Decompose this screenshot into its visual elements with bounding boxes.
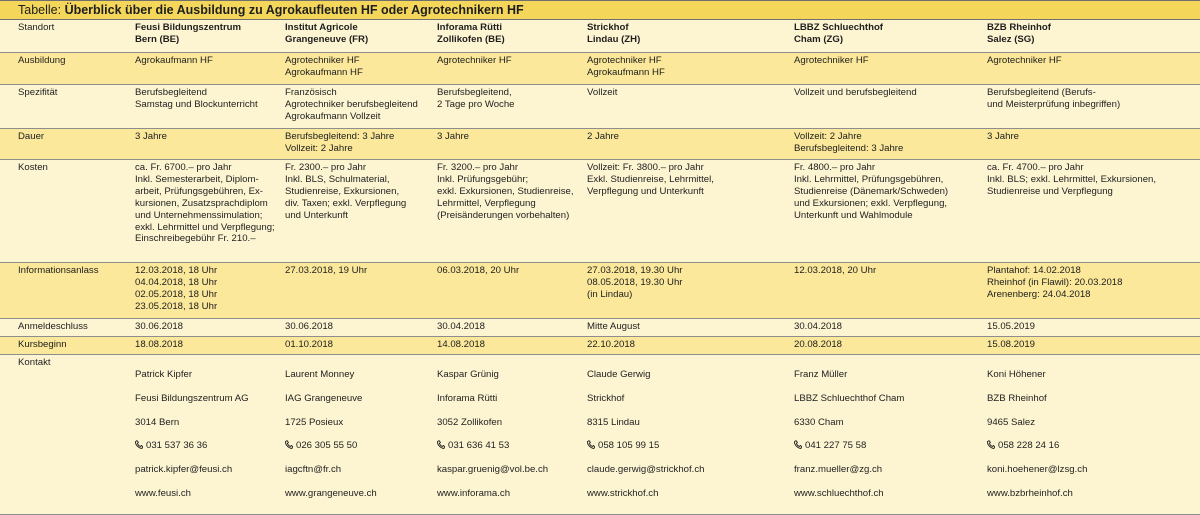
contact-city: 3052 Zollikofen bbox=[437, 416, 503, 428]
row-spezifitaet bbox=[0, 85, 1200, 129]
contact-email[interactable]: koni.hoehener@lzsg.ch bbox=[987, 464, 1088, 476]
contact-name: Koni Höhener bbox=[987, 368, 1046, 380]
row-anmeldeschluss bbox=[0, 319, 1200, 337]
table-cell: Berufsbegleitend (Berufs- und Meisterprüfung inbegriffen) bbox=[987, 85, 1200, 129]
row-ausbildung bbox=[0, 53, 1200, 85]
table-cell: 12.03.2018, 20 Uhr bbox=[794, 263, 987, 319]
table-cell: 3 Jahre bbox=[437, 129, 587, 160]
institution-grangeneuve: Institut Agricole Grangeneuve (FR) bbox=[285, 20, 437, 53]
table-cell: 15.05.2019 bbox=[987, 319, 1200, 337]
table-title: Überblick über die Ausbildung zu Agrokaufleuten HF oder Agrotechnikern HF bbox=[64, 3, 524, 17]
contact-email[interactable]: kaspar.gruenig@vol.be.ch bbox=[437, 464, 549, 476]
contact-name: Claude Gerwig bbox=[587, 368, 651, 380]
row-label: Anmeldeschluss bbox=[0, 319, 135, 337]
contact-website[interactable]: www.bzbrheinhof.ch bbox=[987, 487, 1073, 499]
overview-table bbox=[0, 20, 1200, 515]
contact-website[interactable]: www.inforama.ch bbox=[437, 487, 511, 499]
contact-cell-inforama bbox=[437, 355, 587, 515]
contact-name: Laurent Monney bbox=[285, 368, 355, 380]
phone-icon bbox=[437, 440, 445, 449]
table-cell: Agrotechniker HF Agrokaufmann HF bbox=[285, 53, 437, 85]
contact-organisation: Feusi Bildungszentrum AG bbox=[135, 392, 249, 404]
row-label: Kontakt bbox=[0, 355, 135, 515]
contact-city: 8315 Lindau bbox=[587, 416, 640, 428]
contact-phone: 031 537 36 36 bbox=[146, 440, 208, 452]
table-cell: Agrotechniker HF bbox=[794, 53, 987, 85]
table-cell: Agrotechniker HF Agrokaufmann HF bbox=[587, 53, 794, 85]
contact-email[interactable]: iagcftn@fr.ch bbox=[285, 464, 342, 476]
table-cell: Vollzeit bbox=[587, 85, 794, 129]
table-cell: 14.08.2018 bbox=[437, 337, 587, 355]
institution-rheinhof: BZB Rheinhof Salez (SG) bbox=[987, 20, 1200, 53]
table-cell: 30.04.2018 bbox=[794, 319, 987, 337]
contact-name: Franz Müller bbox=[794, 368, 848, 380]
contact-email[interactable]: claude.gerwig@strickhof.ch bbox=[587, 464, 705, 476]
table-cell: 20.08.2018 bbox=[794, 337, 987, 355]
row-informationsanlass bbox=[0, 263, 1200, 319]
table-cell: 30.06.2018 bbox=[285, 319, 437, 337]
contact-phone-line bbox=[135, 440, 283, 452]
contact-phone: 026 305 55 50 bbox=[296, 440, 358, 452]
table-caption-prefix: Tabelle: bbox=[18, 3, 65, 17]
contact-organisation: IAG Grangeneuve bbox=[285, 392, 363, 404]
row-standort bbox=[0, 20, 1200, 53]
contact-website[interactable]: www.grangeneuve.ch bbox=[285, 487, 377, 499]
row-label: Kosten bbox=[0, 160, 135, 263]
contact-phone-line bbox=[285, 440, 435, 452]
table-cell: Agrokaufmann HF bbox=[135, 53, 285, 85]
table-cell: Mitte August bbox=[587, 319, 794, 337]
row-label: Spezifität bbox=[0, 85, 135, 129]
table-cell: Agrotechniker HF bbox=[987, 53, 1200, 85]
contact-cell-feusi bbox=[135, 355, 285, 515]
phone-icon bbox=[135, 440, 143, 449]
contact-phone: 058 228 24 16 bbox=[998, 440, 1060, 452]
row-label: Dauer bbox=[0, 129, 135, 160]
table-cell: 2 Jahre bbox=[587, 129, 794, 160]
table-cell: 30.04.2018 bbox=[437, 319, 587, 337]
contact-cell-grangeneuve bbox=[285, 355, 437, 515]
table-cell: Berufsbegleitend, 2 Tage pro Woche bbox=[437, 85, 587, 129]
row-kontakt bbox=[0, 355, 1200, 515]
row-dauer bbox=[0, 129, 1200, 160]
contact-city: 1725 Posieux bbox=[285, 416, 344, 428]
institution-strickhof: Strickhof Lindau (ZH) bbox=[587, 20, 794, 53]
table-cell: Fr. 3200.– pro Jahr Inkl. Prüfungsgebühr; exkl. Exkursionen, Studienreise, Lehrmittel, Verpflegung (Preisänderungen vorbehalten) bbox=[437, 160, 587, 263]
contact-phone-line bbox=[587, 440, 792, 452]
contact-city: 3014 Bern bbox=[135, 416, 180, 428]
table-cell: Vollzeit: Fr. 3800.– pro Jahr Exkl. Studienreise, Lehrmittel, Verpflegung und Unterkunft bbox=[587, 160, 794, 263]
row-label: Informationsanlass bbox=[0, 263, 135, 319]
row-kursbeginn bbox=[0, 337, 1200, 355]
phone-icon bbox=[794, 440, 802, 449]
institution-schluechthof: LBBZ Schluechthof Cham (ZG) bbox=[794, 20, 987, 53]
table-cell: 01.10.2018 bbox=[285, 337, 437, 355]
table-title-bar bbox=[0, 0, 1200, 20]
contact-phone: 031 636 41 53 bbox=[448, 440, 510, 452]
table-cell: 22.10.2018 bbox=[587, 337, 794, 355]
phone-icon bbox=[987, 440, 995, 449]
table-cell: 27.03.2018, 19 Uhr bbox=[285, 263, 437, 319]
phone-icon bbox=[587, 440, 595, 449]
row-label: Standort bbox=[0, 20, 135, 53]
table-cell: Vollzeit und berufsbegleitend bbox=[794, 85, 987, 129]
contact-cell-schluechthof bbox=[794, 355, 987, 515]
table-cell: ca. Fr. 6700.– pro Jahr Inkl. Semesterarbeit, Diplom- arbeit, Prüfungsgebühren, Ex- kursionen, Zusatzsprachdiplom und Unternehmenssimulation; exkl. Lehrmittel und Verpflegung; Einschreibegebühr Fr. 210.– bbox=[135, 160, 285, 263]
table-cell: 27.03.2018, 19.30 Uhr 08.05.2018, 19.30 Uhr (in Lindau) bbox=[587, 263, 794, 319]
contact-organisation: Strickhof bbox=[587, 392, 625, 404]
contact-website[interactable]: www.strickhof.ch bbox=[587, 487, 659, 499]
contact-city: 9465 Salez bbox=[987, 416, 1036, 428]
table-cell: Fr. 4800.– pro Jahr Inkl. Lehrmittel, Prüfungsgebühren, Studienreise (Dänemark/Schweden) und Exkursionen; exkl. Verpflegung, Unterkunft und Wahlmodule bbox=[794, 160, 987, 263]
institution-feusi: Feusi Bildungszentrum Bern (BE) bbox=[135, 20, 285, 53]
row-label: Kursbeginn bbox=[0, 337, 135, 355]
table-cell: Vollzeit: 2 Jahre Berufsbegleitend: 3 Jahre bbox=[794, 129, 987, 160]
contact-phone-line bbox=[794, 440, 985, 452]
contact-organisation: Inforama Rütti bbox=[437, 392, 498, 404]
table-cell: 18.08.2018 bbox=[135, 337, 285, 355]
contact-website[interactable]: www.feusi.ch bbox=[135, 487, 191, 499]
table-cell: Fr. 2300.– pro Jahr Inkl. BLS, Schulmaterial, Studienreise, Exkursionen, div. Taxen; exkl. Verpflegung und Unterkunft bbox=[285, 160, 437, 263]
table-cell: 3 Jahre bbox=[987, 129, 1200, 160]
table-cell: 30.06.2018 bbox=[135, 319, 285, 337]
table-cell: 12.03.2018, 18 Uhr 04.04.2018, 18 Uhr 02.05.2018, 18 Uhr 23.05.2018, 18 Uhr bbox=[135, 263, 285, 319]
phone-icon bbox=[285, 440, 293, 449]
table-cell: Französisch Agrotechniker berufsbegleitend Agrokaufmann Vollzeit bbox=[285, 85, 437, 129]
contact-phone: 041 227 75 58 bbox=[805, 440, 867, 452]
contact-phone-line bbox=[987, 440, 1198, 452]
contact-email[interactable]: franz.mueller@zg.ch bbox=[794, 464, 883, 476]
table-cell: 3 Jahre bbox=[135, 129, 285, 160]
table-cell: 06.03.2018, 20 Uhr bbox=[437, 263, 587, 319]
contact-email[interactable]: patrick.kipfer@feusi.ch bbox=[135, 464, 233, 476]
table-cell: ca. Fr. 4700.– pro Jahr Inkl. BLS; exkl. Lehrmittel, Exkursionen, Studienreise und Verpflegung bbox=[987, 160, 1200, 263]
contact-organisation: BZB Rheinhof bbox=[987, 392, 1047, 404]
contact-name: Patrick Kipfer bbox=[135, 368, 193, 380]
contact-website[interactable]: www.schluechthof.ch bbox=[794, 487, 884, 499]
contact-phone: 058 105 99 15 bbox=[598, 440, 660, 452]
institution-inforama: Inforama Rütti Zollikofen (BE) bbox=[437, 20, 587, 53]
table-cell: Agrotechniker HF bbox=[437, 53, 587, 85]
table-cell: Plantahof: 14.02.2018 Rheinhof (in Flawil): 20.03.2018 Arenenberg: 24.04.2018 bbox=[987, 263, 1200, 319]
table-cell: 15.08.2019 bbox=[987, 337, 1200, 355]
contact-cell-rheinhof bbox=[987, 355, 1200, 515]
row-kosten bbox=[0, 160, 1200, 263]
contact-name: Kaspar Grünig bbox=[437, 368, 499, 380]
contact-cell-strickhof bbox=[587, 355, 794, 515]
contact-phone-line bbox=[437, 440, 585, 452]
contact-city: 6330 Cham bbox=[794, 416, 844, 428]
table-cell: Berufsbegleitend Samstag und Blockunterricht bbox=[135, 85, 285, 129]
row-label: Ausbildung bbox=[0, 53, 135, 85]
contact-organisation: LBBZ Schluechthof Cham bbox=[794, 392, 905, 404]
table-cell: Berufsbegleitend: 3 Jahre Vollzeit: 2 Jahre bbox=[285, 129, 437, 160]
